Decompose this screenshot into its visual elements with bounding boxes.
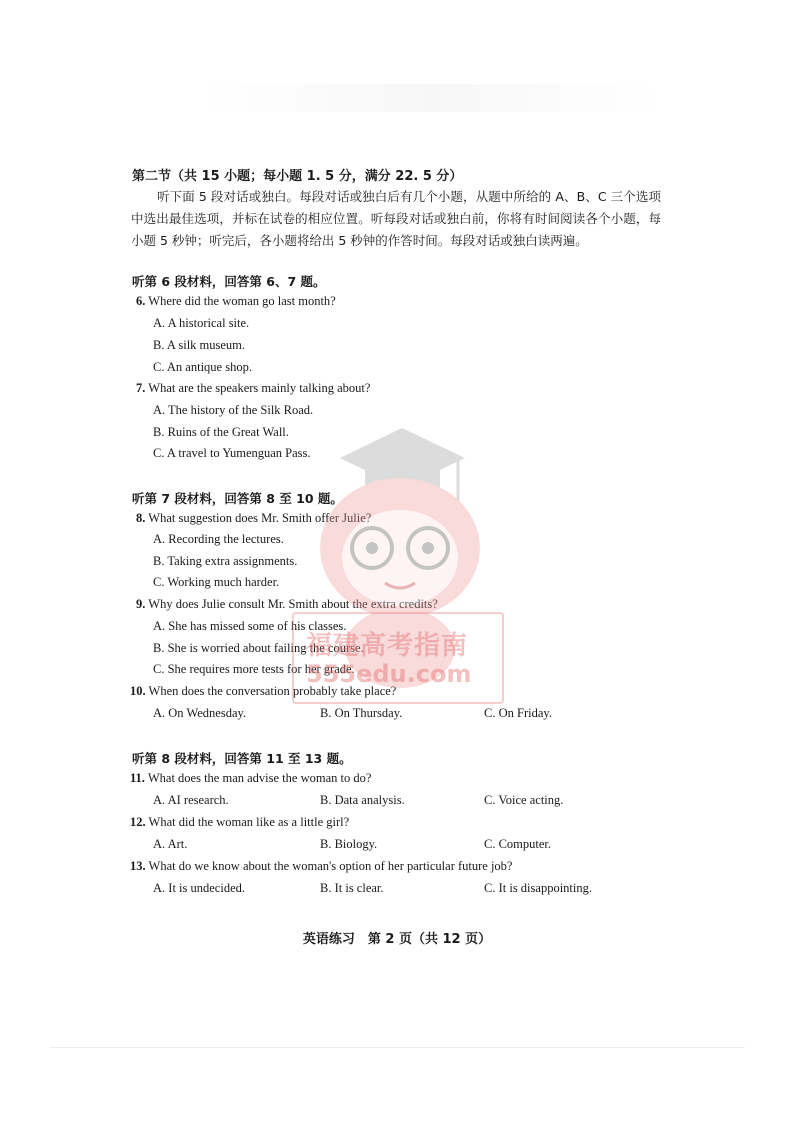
question (130, 859, 512, 874)
question-text: What suggestion does Mr. Smith offer Julie? (148, 511, 372, 525)
question-number: 11. (130, 771, 145, 785)
question-text: What do we know about the woman's option of her particular future job? (148, 859, 513, 873)
question (136, 294, 336, 309)
group-heading: 听第 6 段材料，回答第 6、7 题。 (132, 274, 326, 289)
question-number: 8. (136, 511, 146, 525)
answer-option: C. It is disappointing. (484, 881, 592, 895)
question-text: What did the woman like as a little girl? (148, 815, 350, 829)
answer-option: B. Data analysis. (320, 793, 405, 807)
answer-option: C. An antique shop. (153, 360, 252, 374)
question-text: What does the man advise the woman to do? (147, 771, 372, 785)
question-number: 7. (136, 381, 146, 395)
scan-edge-line (50, 1047, 745, 1048)
answer-option: B. She is worried about failing the course. (153, 641, 364, 655)
answer-option: C. She requires more tests for her grade. (153, 662, 355, 676)
question-text: Where did the woman go last month? (148, 294, 336, 308)
question-text: What are the speakers mainly talking about? (148, 381, 371, 395)
watermark-name: 福建高考指南 (306, 631, 469, 661)
question-number: 9. (136, 597, 146, 611)
answer-option: C. Computer. (484, 837, 552, 851)
answer-option: B. It is clear. (320, 881, 384, 895)
question (130, 771, 371, 786)
group-heading: 听第 7 段材料，回答第 8 至 10 题。 (132, 491, 343, 506)
answer-option: A. A historical site. (153, 316, 250, 330)
answer-option: C. Working much harder. (153, 575, 280, 589)
answer-option: B. Ruins of the Great Wall. (153, 425, 289, 439)
page-footer: 英语练习 第 2 页（共 12 页） (302, 932, 492, 947)
question (136, 511, 371, 526)
question-number: 12. (130, 815, 146, 829)
answer-option: C. On Friday. (484, 706, 552, 720)
answer-option: A. It is undecided. (153, 881, 245, 895)
answer-option: A. AI research. (153, 793, 229, 807)
answer-option: A. Recording the lectures. (153, 532, 284, 546)
question (136, 381, 370, 396)
question-text: When does the conversation probably take place? (148, 684, 397, 698)
answer-option: B. Biology. (320, 837, 378, 851)
answer-option: C. Voice acting. (484, 793, 564, 807)
answer-option: B. Taking extra assignments. (153, 554, 298, 568)
group-heading: 听第 8 段材料，回答第 11 至 13 题。 (132, 751, 352, 766)
answer-option: A. She has missed some of his classes. (153, 619, 347, 633)
answer-option: A. On Wednesday. (153, 706, 247, 720)
section-instructions: 听下面 5 段对话或独白。每段对话或独白后有几个小题，从题中所给的 A、B、C 三个选项中选出最佳选项，并标在试卷的相应位置。听每段对话或独白前，你将有时间阅读各个小题，每小题 5 秒钟；听完后，各小题将给出 5 秒钟的作答时间。每段对话或独白读两遍。 (131, 189, 661, 248)
question-number: 6. (136, 294, 146, 308)
answer-option: A. The history of the Silk Road. (153, 403, 314, 417)
question (130, 815, 349, 830)
question-number: 10. (130, 684, 146, 698)
question-number: 13. (130, 859, 146, 873)
answer-option: B. On Thursday. (320, 706, 403, 720)
section-title: 第二节（共 15 小题；每小题 1. 5 分，满分 22. 5 分） (132, 169, 463, 184)
question-text: Why does Julie consult Mr. Smith about the extra credits? (148, 597, 438, 611)
question (136, 597, 438, 612)
answer-option: A. Art. (153, 837, 188, 851)
answer-option: B. A silk museum. (153, 338, 246, 352)
watermark-url: 555edu.com (306, 660, 472, 688)
scan-smudge (195, 84, 665, 112)
answer-option: C. A travel to Yumenguan Pass. (153, 446, 311, 460)
